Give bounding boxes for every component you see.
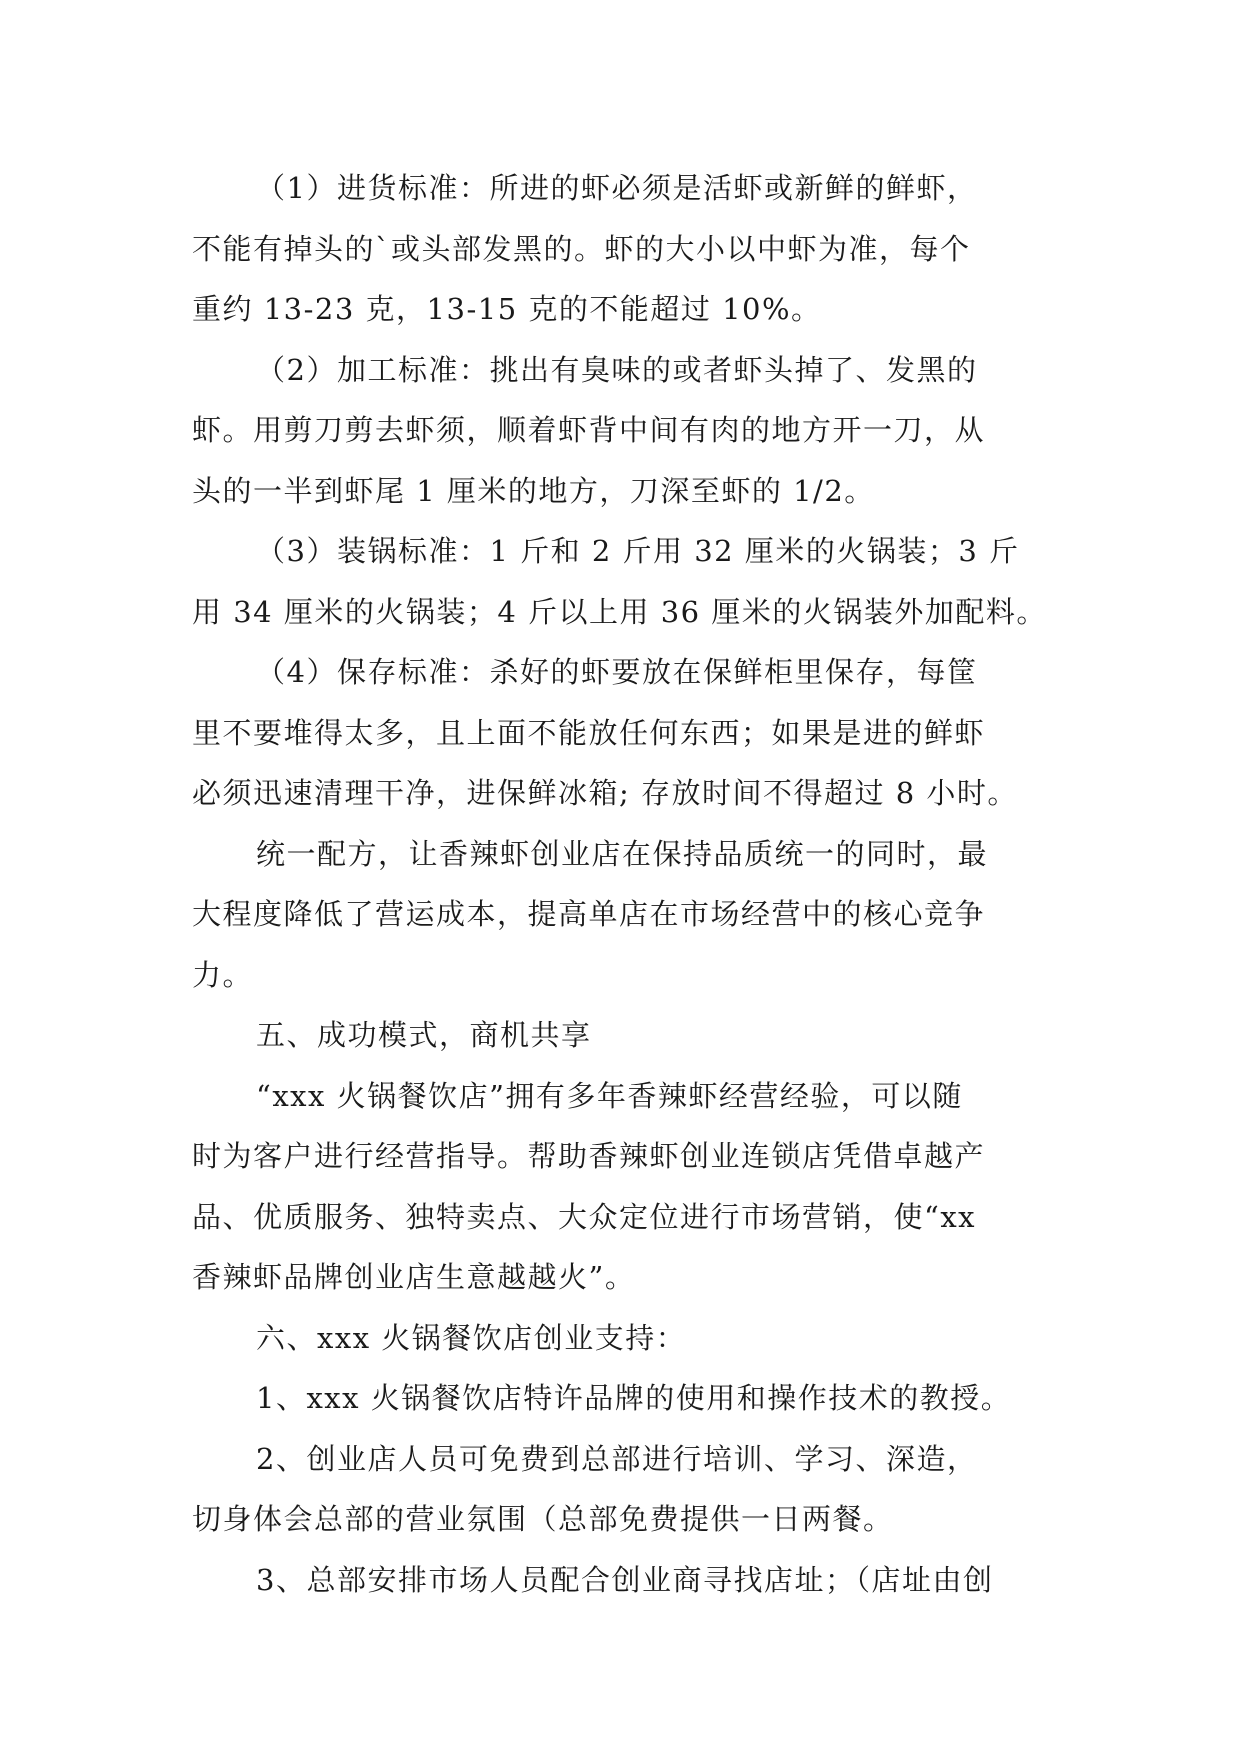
support-item-1 <box>192 1368 1062 1429</box>
text-line: （4）保存标准：杀好的虾要放在保鲜柜里保存，每筐 <box>256 655 978 689</box>
section-six-heading <box>192 1308 1062 1369</box>
text-line: 切身体会总部的营业氛围（总部免费提供一日两餐。 <box>192 1502 894 1536</box>
text-line: 香辣虾品牌创业店生意越越火”。 <box>192 1260 636 1294</box>
text-line: 时为客户进行经营指导。帮助香辣虾创业连锁店凭借卓越产 <box>192 1139 986 1173</box>
paragraph-potting-standard <box>192 521 1062 642</box>
text-line: 虾。用剪刀剪去虾须，顺着虾背中间有肉的地方开一刀，从 <box>192 413 986 447</box>
support-item-2 <box>192 1429 1062 1550</box>
paragraph-section-five-body <box>192 1066 1062 1308</box>
paragraph-purchase-standard <box>192 158 1062 340</box>
text-line: 重约 13-23 克，13-15 克的不能超过 10%。 <box>192 292 822 326</box>
text-line: 里不要堆得太多，且上面不能放任何东西；如果是进的鲜虾 <box>192 715 986 750</box>
section-heading: 六、xxx 火锅餐饮店创业支持： <box>256 1320 687 1355</box>
text-line: 用 34 厘米的火锅装；4 斤以上用 36 厘米的火锅装外加配料。 <box>192 594 1047 629</box>
section-five-heading <box>192 1005 1062 1066</box>
text-line: 不能有掉头的`或头部发黑的。虾的大小以中虾为准，每个 <box>192 231 971 266</box>
text-line: （1）进货标准：所进的虾必须是活虾或新鲜的鲜虾， <box>256 171 978 205</box>
text-line: 大程度降低了营运成本，提高单店在市场经营中的核心竞争 <box>192 897 986 931</box>
text-line: （2）加工标准：挑出有臭味的或者虾头掉了、发黑的 <box>256 352 978 387</box>
section-heading: 五、成功模式，商机共享 <box>256 1018 592 1052</box>
paragraph-processing-standard <box>192 340 1062 522</box>
text-line: 统一配方，让香辣虾创业店在保持品质统一的同时，最 <box>256 836 989 871</box>
paragraph-storage-standard <box>192 642 1062 824</box>
list-item: 1、xxx 火锅餐饮店特许品牌的使用和操作技术的教授。 <box>256 1381 1012 1415</box>
text-line: 力。 <box>192 957 254 992</box>
text-line: 必须迅速清理干净，进保鲜冰箱; 存放时间不得超过 8 小时。 <box>192 776 1018 810</box>
text-line: 头的一半到虾尾 1 厘米的地方，刀深至虾的 1/2。 <box>192 473 875 508</box>
list-item: 2、创业店人员可免费到总部进行培训、学习、深造， <box>256 1441 978 1476</box>
support-item-3 <box>192 1550 1062 1611</box>
text-line: 品、优质服务、独特卖点、大众定位进行市场营销，使“xx <box>192 1199 977 1234</box>
document-body <box>192 158 1062 1610</box>
text-line: “xxx 火锅餐饮店”拥有多年香辣虾经营经验，可以随 <box>256 1078 963 1113</box>
paragraph-unified-recipe <box>192 824 1062 1006</box>
list-item: 3、总部安排市场人员配合创业商寻找店址；（店址由创 <box>256 1562 994 1597</box>
text-line: （3）装锅标准：1 斤和 2 斤用 32 厘米的火锅装；3 斤 <box>256 534 1020 568</box>
